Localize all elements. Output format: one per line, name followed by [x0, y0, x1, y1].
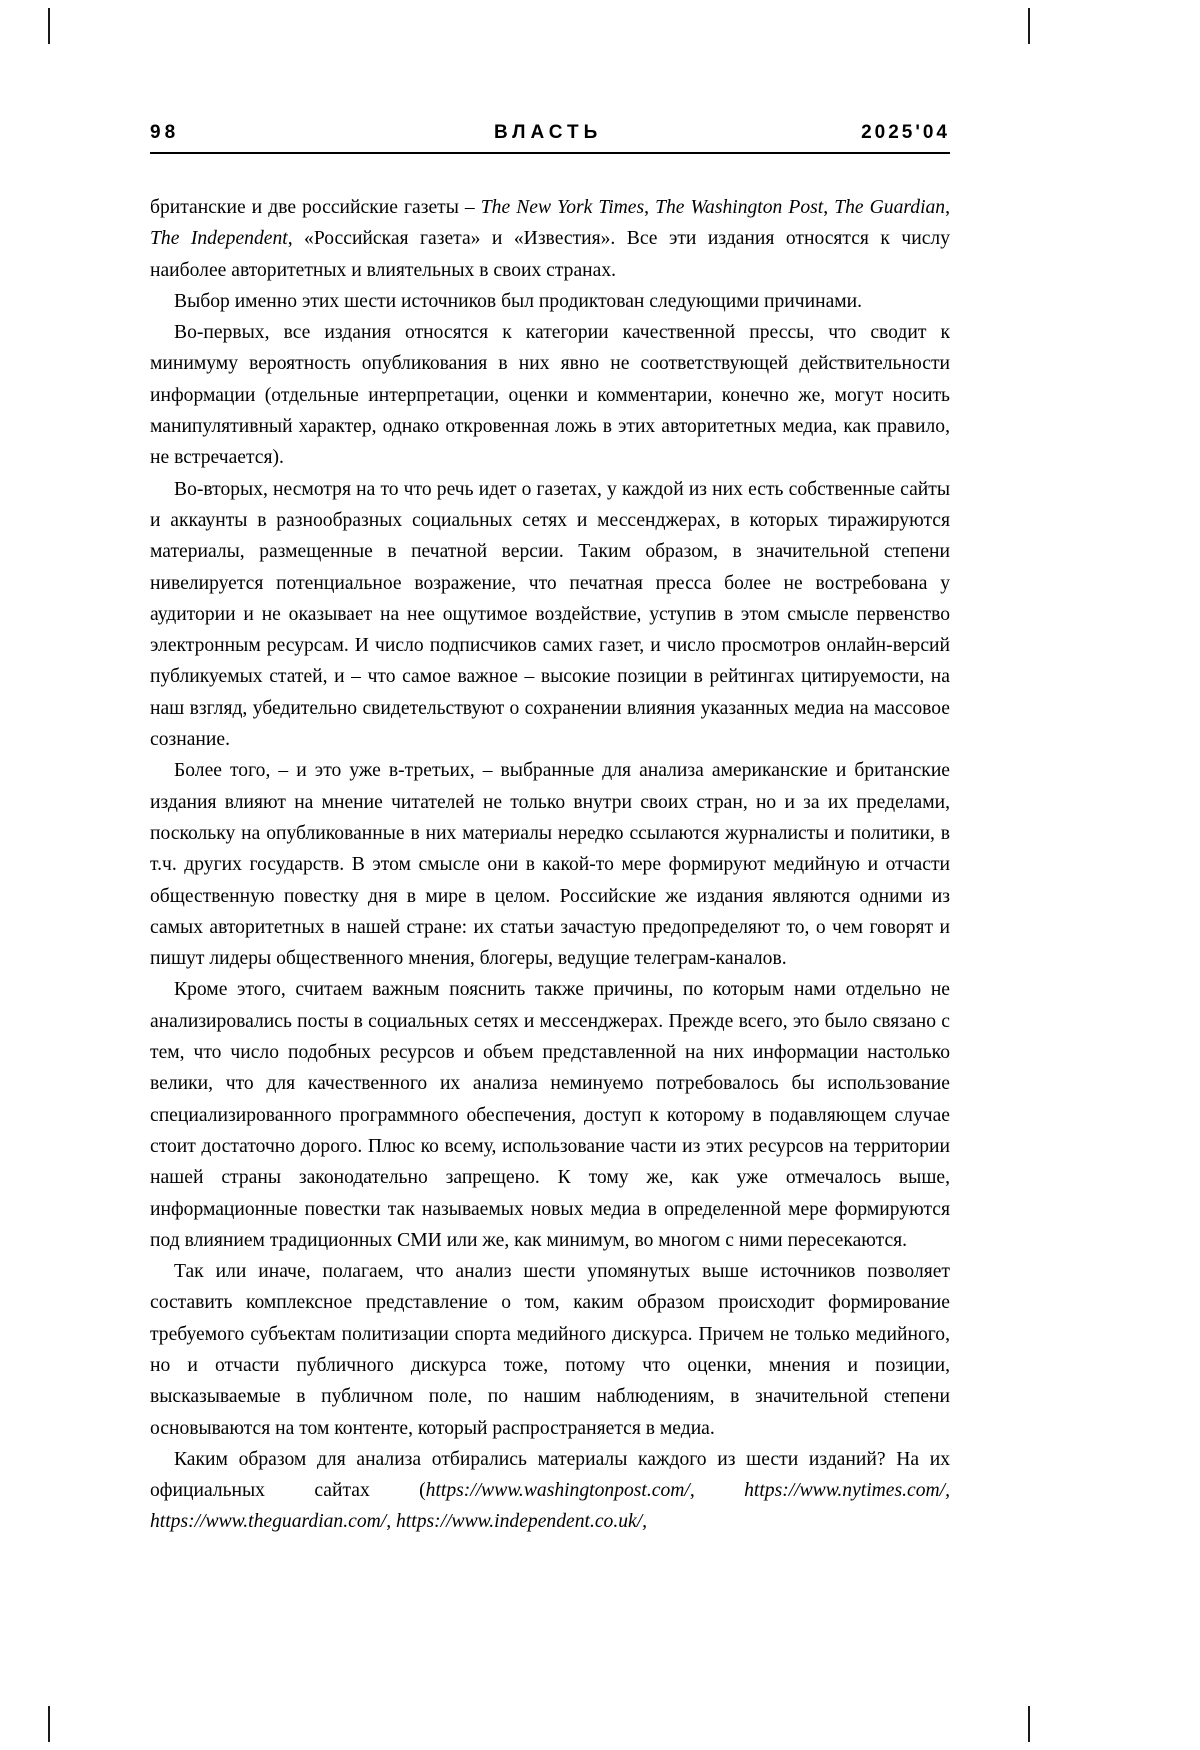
text-run: Кроме этого, считаем важным пояснить также причины, по которым нами отдельно не анализировались посты в социальных сетях и мессенджерах. Прежде всего, это было связано с тем, что число подобных ресурсов и объем представленной на них информации настолько велики, что для качественного их анализа неминуемо потребовалось бы использование специализированного программного обеспечения, доступ к которому в подавляющем случае стоит достаточно дорого. Плюс ко всему, использование части из этих ресурсов на территории нашей страны законодательно запрещено. К тому же, как уже отмечалось выше, информационные повестки так называемых новых медиа в определенной мере формируются под влиянием традиционных СМИ или же, как минимум, во многом с ними пересекаются. — [150, 979, 950, 1251]
text-run: Так или иначе, полагаем, что анализ шести упомянутых выше источников позволяет составить комплексное представление о том, каким образом происходит формирование требуемого субъектам политизации спорта медийного дискурса. Причем не только медийного, но и отчасти публичного дискурса тоже, потому что оценки, мнения и позиции, высказываемые в публичном поле, по нашим наблюдениям, в значительной степени основываются на том контенте, который распространяется в медиа. — [150, 1261, 950, 1439]
running-head — [150, 122, 950, 144]
text-run: Во-вторых, несмотря на то что речь идет о газетах, у каждой из них есть собственные сайты и аккаунты в разнообразных социальных сетях и мессенджерах, в которых тиражируются материалы, размещенные в печатной версии. Таким образом, в значительной степени нивелируется потенциальное возражение, что печатная пресса более не востребована у аудитории и не оказывает на нее ощутимое воздействие, уступив в этом смысле первенство электронным ресурсам. И число подписчиков самих газет, и число просмотров онлайн-версий публикуемых статей, и – что самое важное – высокие позиции в рейтингах цитируемости, на наш взгляд, убедительно свидетельствуют о сохранении влияния указанных медиа на массовое сознание. — [150, 478, 950, 751]
journal-title: ВЛАСТЬ — [493, 122, 603, 143]
body-paragraph — [150, 1444, 950, 1538]
crop-mark-top-left — [48, 8, 50, 44]
crop-mark-top-right — [1028, 8, 1030, 44]
body-paragraph — [150, 317, 950, 473]
text-run: Более того, – и это уже в-третьих, – выбранные для анализа американские и британские издания влияют на мнение читателей не только внутри своих стран, но и за их пределами, поскольку на опубликованные в них материалы нередко ссылаются журналисты и политики, в т.ч. других государств. В этом смысле они в какой-то мере формируют медийную и отчасти общественную повестку дня в мире в целом. Российские же издания являются одними из самых авторитетных в нашей стране: их статьи зачастую предопределяют то, о чем говорят и пишут лидеры общественного мнения, блогеры, ведущие телеграм-каналов. — [150, 760, 950, 970]
text-run: , — [945, 197, 951, 218]
body-paragraph — [150, 755, 950, 974]
page-number: 98 — [150, 122, 180, 143]
page-body-text — [150, 192, 950, 1538]
italic-run: The Washington Post — [655, 197, 824, 218]
text-run: , — [823, 197, 835, 218]
issue-label: 2025'04 — [861, 122, 950, 143]
italic-run: The New York Times — [480, 197, 645, 218]
italic-run: The Guardian — [834, 197, 946, 218]
italic-run: The Independent — [150, 228, 288, 250]
body-paragraph — [150, 192, 950, 286]
text-run: , «Российская газета» и «Известия». Все эти издания относятся к числу наиболее авторитетных и влиятельных в своих странах. — [150, 228, 950, 281]
italic-run: https://www.washingtonpost.com/, https://www.nytimes.com/, https://www.theguardian.com/, https://www.independent.co.uk/, — [150, 1480, 951, 1533]
text-run: , — [644, 197, 656, 218]
body-paragraph — [150, 1256, 950, 1444]
text-run: британские и две российские газеты – — [150, 197, 481, 218]
text-run: Каким образом для анализа отбирались материалы каждого из шести изданий? На их официальных сайтах ( — [150, 1448, 950, 1502]
text-run: Выбор именно этих шести источников был продиктован следующими причинами. — [174, 290, 863, 312]
header-rule — [150, 152, 950, 154]
body-paragraph — [150, 474, 950, 756]
text-run: Во-первых, все издания относятся к категории качественной прессы, что сводит к минимуму вероятность опубликования в них явно не соответствующей действительности информации (отдельные интерпретации, оценки и комментарии, конечно же, могут носить манипулятивный характер, однако откровенная ложь в этих авторитетных медиа, как правило, не встречается). — [150, 322, 950, 469]
crop-mark-bottom-left — [48, 1706, 50, 1742]
body-paragraph — [150, 974, 950, 1256]
body-paragraph — [150, 286, 950, 317]
crop-mark-bottom-right — [1028, 1706, 1030, 1742]
